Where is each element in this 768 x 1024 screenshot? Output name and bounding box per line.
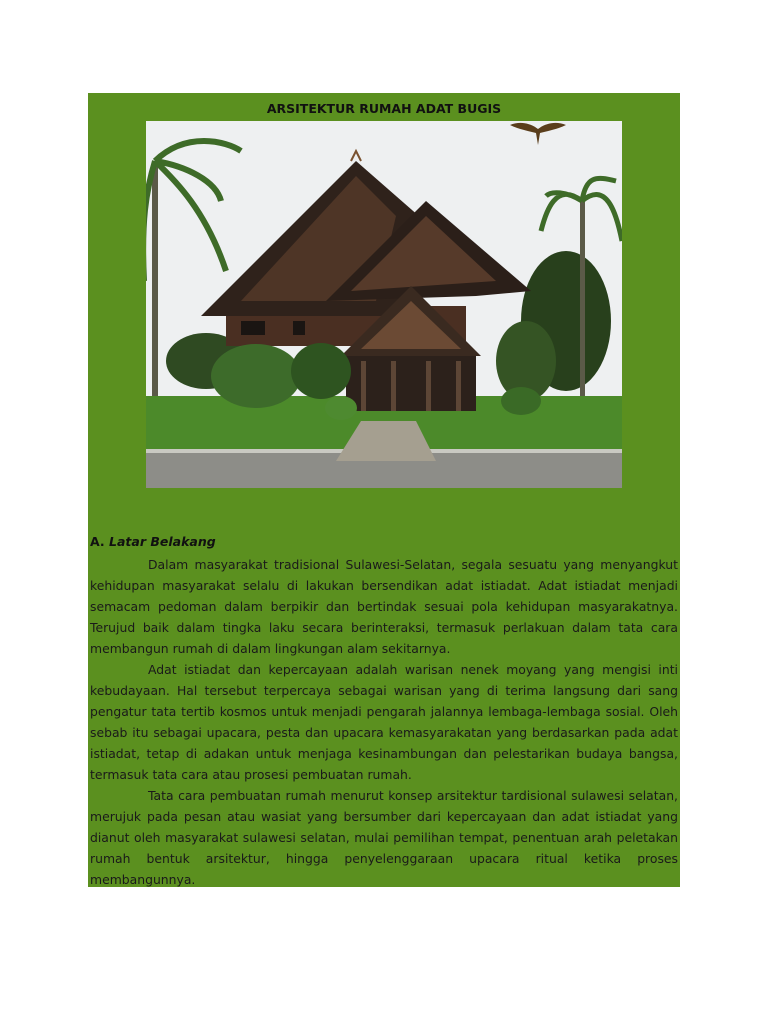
section-letter: A. [90,534,105,549]
house-photo [146,121,622,488]
section-title: Latar Belakang [109,534,216,549]
paragraph: Adat istiadat dan kepercayaan adalah warisan nenek moyang yang mengisi inti kebudayaan. Hal tersebut terpercaya sebagai warisan yang di terima langsung dari sang pengatur tata tertib kosmos untuk menjadi pengarah jalannya lembaga-lembaga sosial. Oleh sebab itu sebagai upacara, pesta dan upacara kemasyarakatan yang berdasarkan pada adat istiadat, tetap di adakan untuk menjaga kesinambungan dan pelestarikan budaya bangsa, termasuk tata cara atau prosesi pembuatan rumah. [90,662,678,782]
paragraph: Dalam masyarakat tradisional Sulawesi-Selatan, segala sesuatu yang menyangkut kehidupan masyarakat selalu di lakukan bersendikan adat istiadat. Adat istiadat menjadi semacam pedoman dalam berpikir dan bertindak sesuai pola kehidupan masyarakatnya. Terujud baik dalam tingka laku secara berinteraksi, termasuk perlakuan dalam tata cara membangun rumah di dalam lingkungan alam sekitarnya. [90,557,678,656]
document-panel [88,93,680,887]
paragraph: Tata cara pembuatan rumah menurut konsep arsitektur tardisional sulawesi selatan, merujuk pada pesan atau wasiat yang bersumber dari kepercayaan dan adat istiadat yang dianut oleh masyarakat sulawesi selatan, mulai pemilihan tempat, penentuan arah peletakan rumah bentuk arsitektur, hingga penyelenggaraan upacara ritual ketika proses membangunnya. [90,788,678,887]
house-illustration [146,121,622,488]
section-heading [90,534,216,549]
leaf-ornament-icon [508,119,568,147]
body-text [90,554,678,890]
page-title: ARSITEKTUR RUMAH ADAT BUGIS [266,101,502,116]
